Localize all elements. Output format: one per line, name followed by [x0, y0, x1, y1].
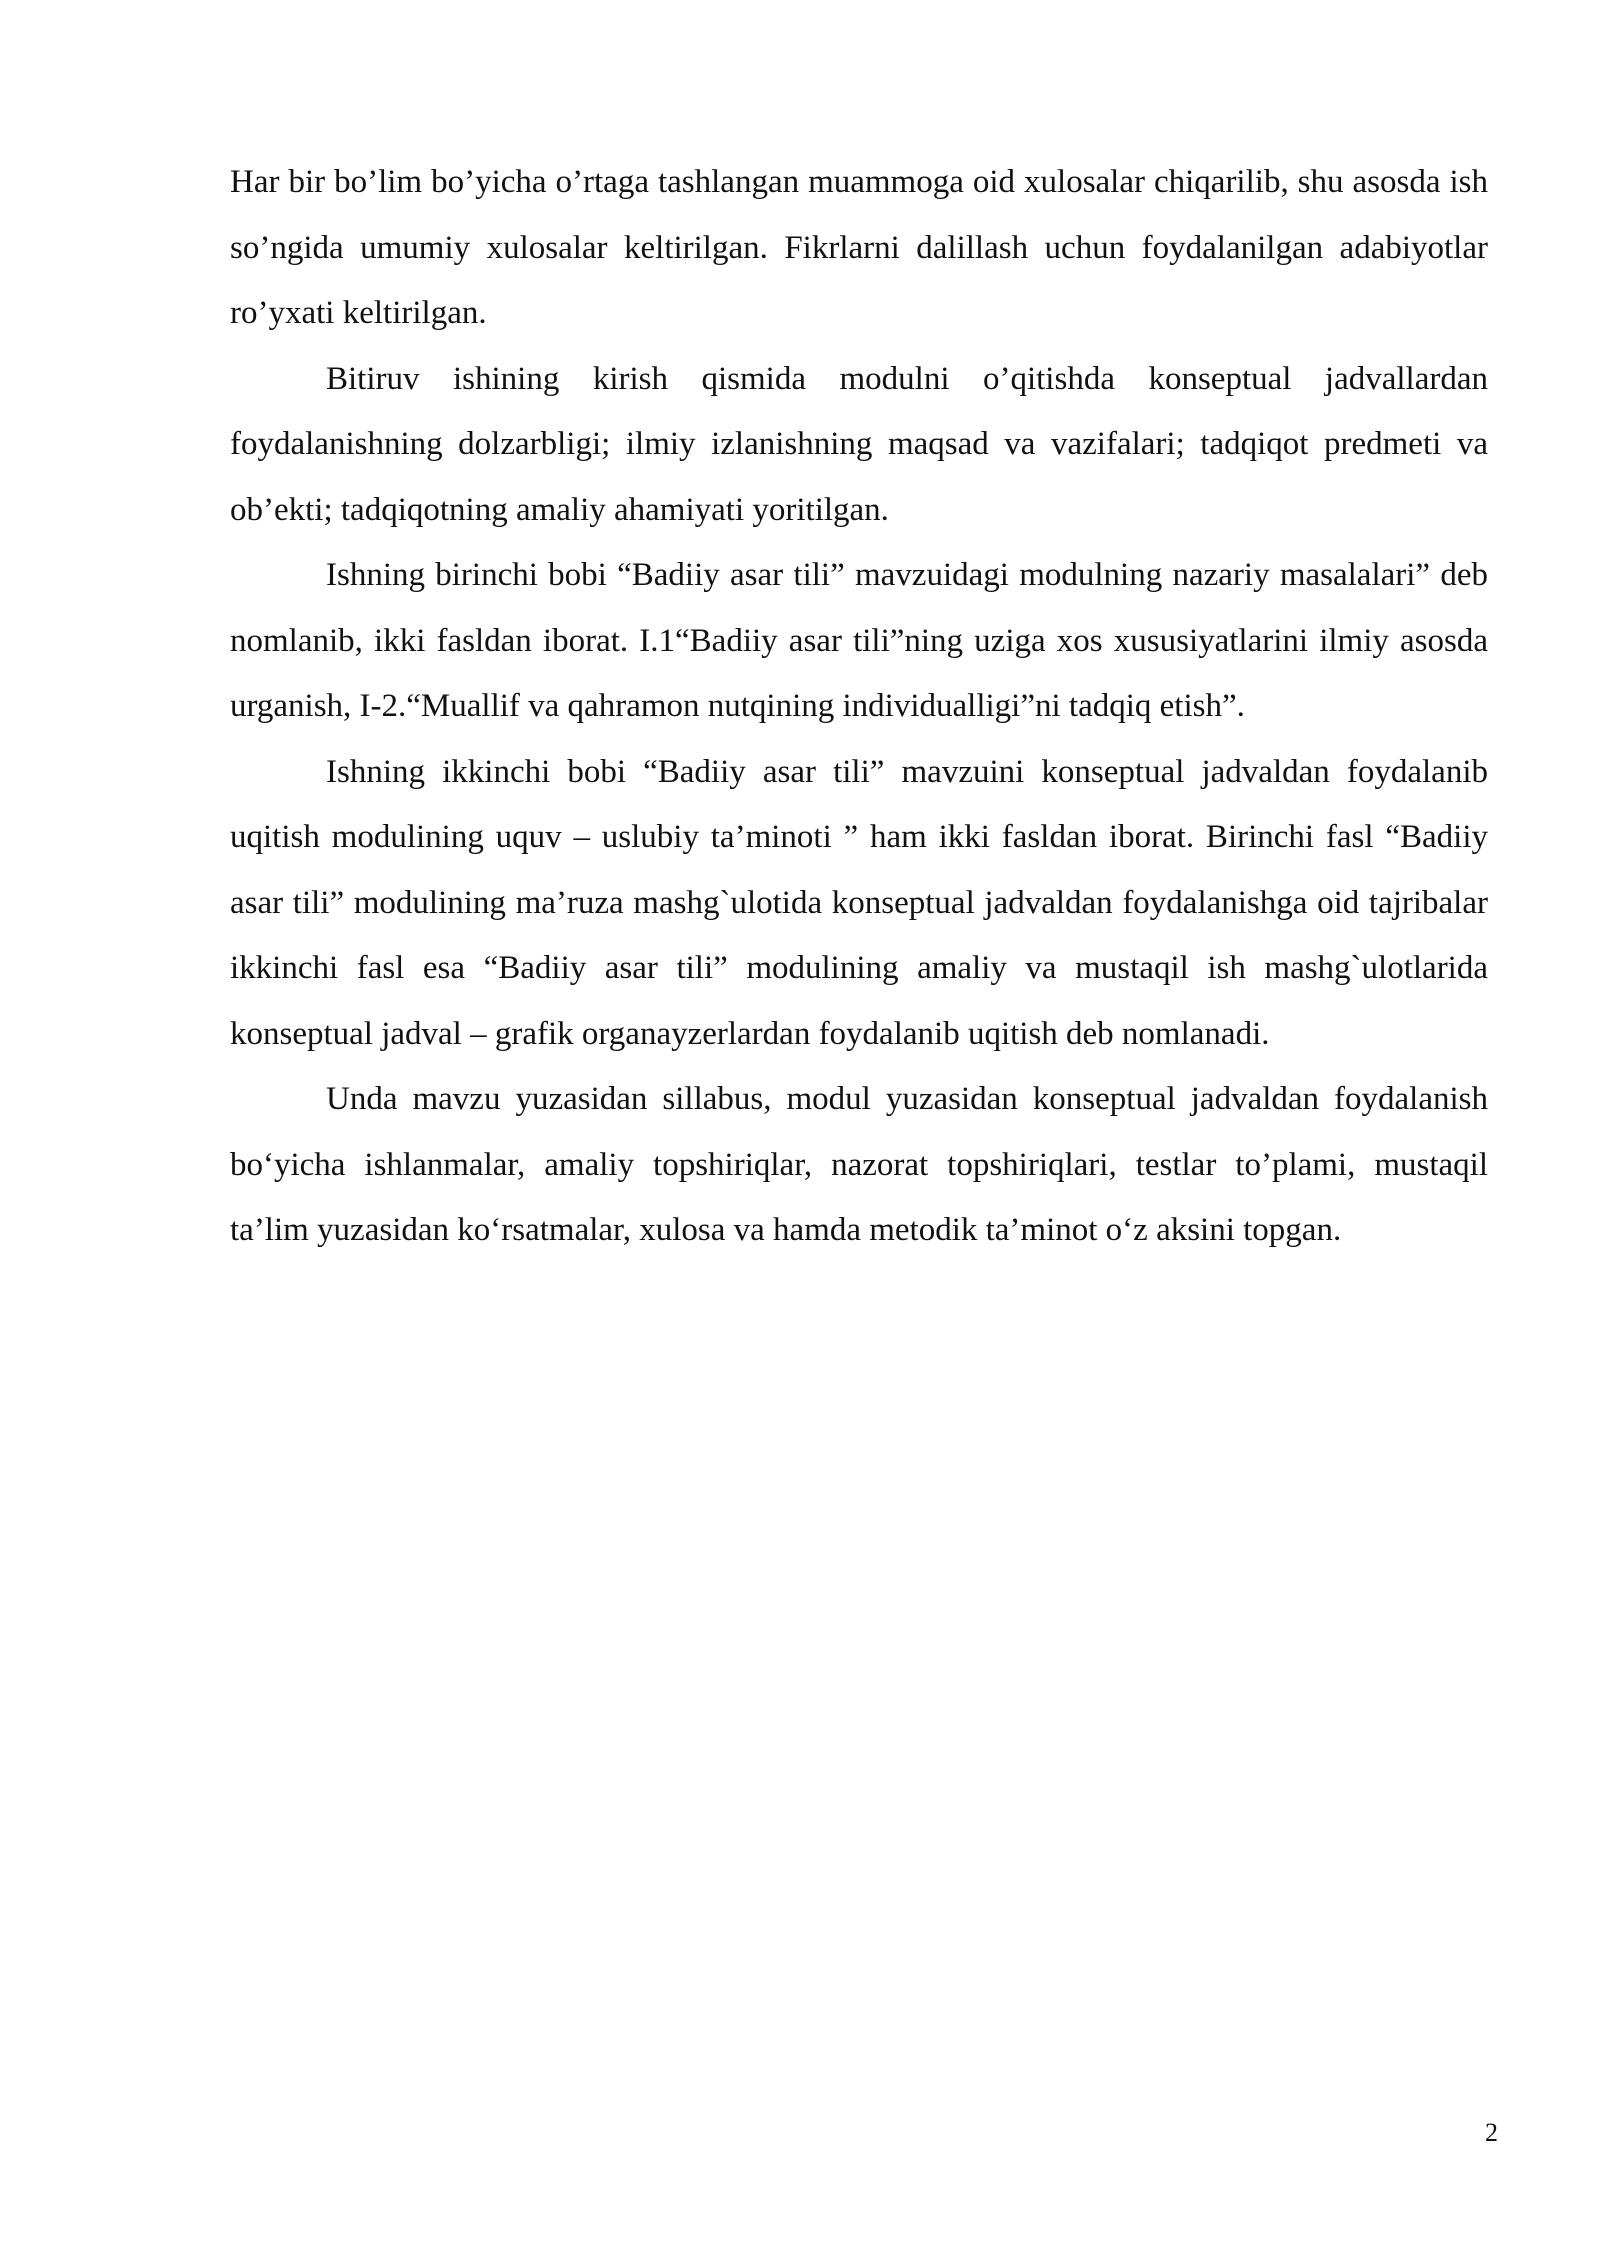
paragraph-second-chapter: Ishning ikkinchi bobi “Badiiy asar tili” mavzuini konseptual jadvaldan foydalanib uqitish modulining uquv – uslubiy ta’minoti ” ham ikki fasldan iborat. Birinchi fasl “Badiiy asar tili” modulining ma’ruza mashg`ulotida konseptual jadvaldan foydalanishga oid tajribalar ikkinchi fasl esa “Badiiy asar tili” modulining amaliy va mustaqil ish mashg`ulotlarida konseptual jadval – grafik organayzerlardan foydalanib uqitish deb nomlanadi. — [230, 753, 1488, 1052]
paragraph-summary-intro: Har bir bo’lim bo’yicha o’rtaga tashlangan muammoga oid xulosalar chiqarilib, shu asosda ish so’ngida umumiy xulosalar keltirilgan. Fikrlarni dalillash uchun foydalanilgan adabiyotlar ro’yxati keltirilgan. — [230, 164, 1488, 331]
page-number: 2 — [1485, 2118, 1498, 2147]
paragraph-contents-overview: Unda mavzu yuzasidan sillabus, modul yuzasidan konseptual jadvaldan foydalanish bo‘yicha ishlanmalar, amaliy topshiriqlar, nazorat topshiriqlari, testlar to’plami, mustaqil ta’lim yuzasidan ko‘rsatmalar, xulosa va hamda metodik ta’minot o‘z aksini topgan. — [230, 1081, 1488, 1248]
document-body — [230, 150, 1488, 1264]
paragraph-introduction-section: Bitiruv ishining kirish qismida modulni o’qitishda konseptual jadvallardan foydalanishning dolzarbligi; ilmiy izlanishning maqsad va vazifalari; tadqiqot predmeti va ob’ekti; tadqiqotning amaliy ahamiyati yoritilgan. — [230, 360, 1488, 528]
paragraph-first-chapter: Ishning birinchi bobi “Badiiy asar tili” mavzuidagi modulning nazariy masalalari” deb nomlanib, ikki fasldan iborat. I.1“Badiiy asar tili”ning uziga xos xususiyatlarini ilmiy asosda urganish, I-2.“Muallif va qahramon nutqining individualligi”ni tadqiq etish”. — [230, 557, 1488, 724]
